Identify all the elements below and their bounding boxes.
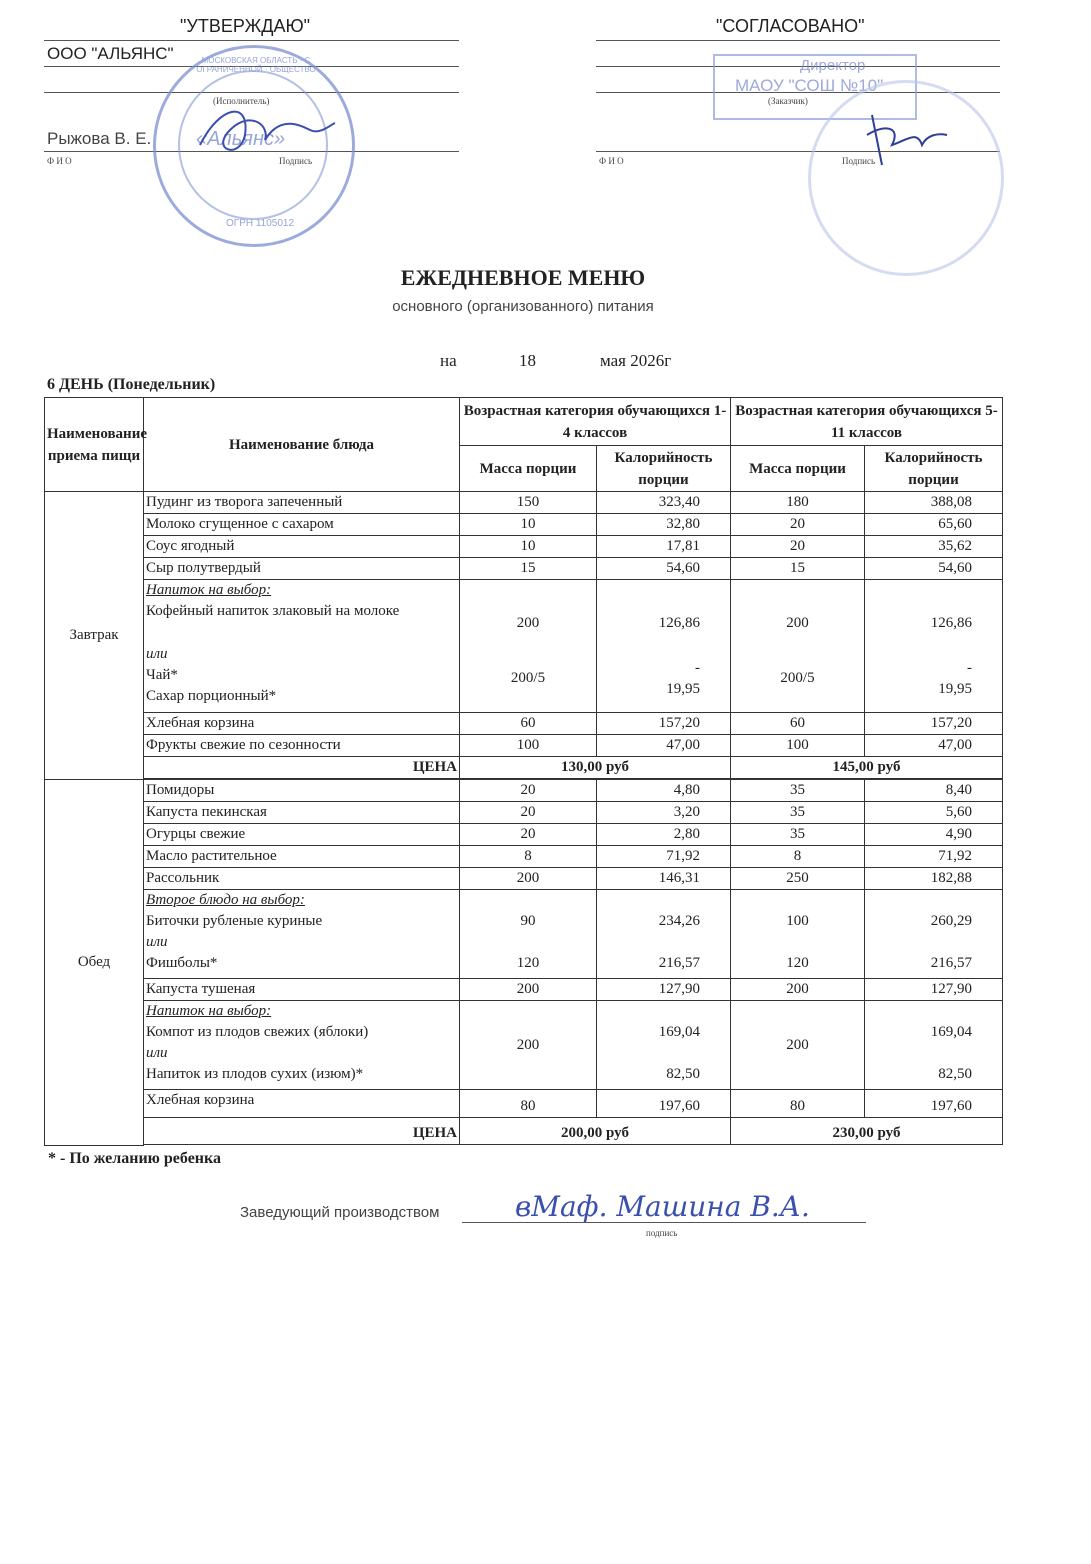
kcal-value: 126,86 <box>930 615 973 631</box>
mass-cell: 200 <box>731 979 865 1001</box>
mass-cell: 60 <box>731 713 865 735</box>
mass-value: 200 <box>516 615 540 631</box>
kcal-cell: 54,60 <box>865 558 1003 580</box>
mass-cell: 10 <box>460 514 597 536</box>
mass-cell <box>731 580 865 713</box>
kcal-cell: 32,80 <box>597 514 731 536</box>
mass-cell: 80 <box>731 1090 865 1118</box>
kcal-cell <box>597 1001 731 1090</box>
dish-cell: Хлебная корзина <box>144 713 460 735</box>
header-dish: Наименование блюда <box>144 398 460 492</box>
executor-name: Рыжова В. Е. <box>47 129 152 148</box>
table-row <box>45 780 1003 802</box>
mass-cell: 20 <box>460 780 597 802</box>
dish-cell: Капуста тушеная <box>144 979 460 1001</box>
mass-value: 120 <box>516 955 540 971</box>
menu-table <box>44 397 1003 1146</box>
mass-value: 200 <box>786 615 809 631</box>
mass-cell: 15 <box>460 558 597 580</box>
approve-title: "УТВЕРЖДАЮ" <box>180 16 311 36</box>
customer-caption: (Заказчик) <box>768 96 808 106</box>
kcal-cell: 4,90 <box>865 824 1003 846</box>
drink-option-3: Сахар порционный* <box>146 688 277 704</box>
mass-cell: 35 <box>731 824 865 846</box>
stamp-left-ring: МОСКОВСКАЯ ОБЛАСТЬ · С ОГРАНИЧЕННОЙ · ОБЩЕСТВО <box>196 56 316 74</box>
mass-cell: 80 <box>460 1090 597 1118</box>
kcal-cell: 127,90 <box>597 979 731 1001</box>
stamp-right-line1: Директор <box>800 57 866 74</box>
dish-cell: Сыр полутвердый <box>144 558 460 580</box>
dish-cell: Молоко сгущенное с сахаром <box>144 514 460 536</box>
kcal-cell: 65,60 <box>865 514 1003 536</box>
table-row-second-choice <box>45 890 1003 979</box>
stamp-left-bottom: ОГРН 1105012 <box>226 218 295 229</box>
mass-cell <box>460 890 597 979</box>
dish-cell: Капуста пекинская <box>144 802 460 824</box>
kcal-cell: 197,60 <box>597 1090 731 1118</box>
kcal-value: 260,29 <box>930 913 973 929</box>
kcal-cell: 54,60 <box>597 558 731 580</box>
page-title: ЕЖЕДНЕВНОЕ МЕНЮ <box>400 265 646 290</box>
second-choice-cell <box>144 890 460 979</box>
kcal-cell <box>865 1001 1003 1090</box>
kcal-cell <box>865 890 1003 979</box>
mass-cell: 100 <box>731 735 865 757</box>
drink-option-1: Кофейный напиток злаковый на молоке <box>146 603 400 619</box>
lunch-drink-option-1: Компот из плодов свежих (яблоки) <box>146 1024 369 1040</box>
kcal-cell: 17,81 <box>597 536 731 558</box>
kcal-cell: 47,00 <box>865 735 1003 757</box>
price-row <box>45 757 1003 779</box>
mass-cell: 10 <box>460 536 597 558</box>
kcal-cell <box>597 890 731 979</box>
customer-signature <box>862 105 952 175</box>
mass-cell: 35 <box>731 802 865 824</box>
header-mass-2: Масса порции <box>731 446 865 492</box>
left-fio-caption: Ф И О <box>47 156 72 166</box>
org-name: ООО "АЛЬЯНС" <box>47 44 174 63</box>
mass-cell: 20 <box>731 536 865 558</box>
stamp-right-line2: МАОУ "СОШ №10" <box>735 76 884 95</box>
price-group1: 130,00 руб <box>460 757 731 779</box>
price-label: ЦЕНА <box>144 757 460 779</box>
drink-option-2: Чай* <box>146 667 178 683</box>
header-mass-1: Масса порции <box>460 446 597 492</box>
executor-signature <box>190 95 340 165</box>
mass-cell: 8 <box>731 846 865 868</box>
table-row <box>45 514 1003 536</box>
footnote: * - По желанию ребенка <box>48 1150 221 1167</box>
kcal-cell: 388,08 <box>865 492 1003 514</box>
page-subtitle: основного (организованного) питания <box>392 298 654 315</box>
kcal-cell: 5,60 <box>865 802 1003 824</box>
table-row <box>45 979 1003 1001</box>
kcal-dash: - <box>967 660 973 676</box>
footer-signature: вМаф. Машина В.А. <box>515 1190 810 1223</box>
header-group2: Возрастная категория обучающихся 5-11 классов <box>731 398 1003 446</box>
kcal-value: 82,50 <box>666 1066 700 1082</box>
dish-cell: Фрукты свежие по сезонности <box>144 735 460 757</box>
kcal-cell: 323,40 <box>597 492 731 514</box>
header-kcal-2: Калорийность порции <box>865 446 1003 492</box>
drink-choice-cell <box>144 580 460 713</box>
table-row <box>45 824 1003 846</box>
price-group2: 145,00 руб <box>731 757 1003 779</box>
second-option-1: Биточки рубленые куриные <box>146 913 323 929</box>
footer-role: Заведующий производством <box>240 1204 440 1221</box>
mass-cell: 200 <box>460 868 597 890</box>
mass-value: 200/5 <box>510 670 546 686</box>
table-row <box>45 1090 1003 1118</box>
kcal-value: 234,26 <box>658 913 700 929</box>
mass-cell: 200 <box>731 1001 865 1090</box>
footer-sign-caption: подпись <box>646 1228 678 1238</box>
price-label: ЦЕНА <box>144 1118 460 1145</box>
mass-cell <box>460 580 597 713</box>
second-choice-label: Второе блюдо на выбор: <box>146 892 305 908</box>
table-row <box>45 802 1003 824</box>
mass-value: 90 <box>520 913 536 929</box>
stamp-left-center: «Альянс» <box>196 128 286 150</box>
lunch-drink-or: или <box>146 1045 168 1061</box>
mass-cell: 8 <box>460 846 597 868</box>
mass-value: 200/5 <box>780 670 815 686</box>
mass-cell <box>731 890 865 979</box>
date-day: 18 <box>519 351 536 370</box>
kcal-cell: 3,20 <box>597 802 731 824</box>
kcal-value: 216,57 <box>930 955 973 971</box>
table-row-drink-choice <box>45 580 1003 713</box>
table-row <box>45 713 1003 735</box>
kcal-cell <box>865 580 1003 713</box>
kcal-cell: 146,31 <box>597 868 731 890</box>
agree-title: "СОГЛАСОВАНО" <box>716 16 865 36</box>
kcal-cell: 2,80 <box>597 824 731 846</box>
price-group1: 200,00 руб <box>460 1118 731 1145</box>
dish-cell: Хлебная корзина <box>144 1090 460 1118</box>
table-row <box>45 558 1003 580</box>
header-group1: Возрастная категория обучающихся 1-4 классов <box>460 398 731 446</box>
mass-cell: 200 <box>460 979 597 1001</box>
kcal-cell: 197,60 <box>865 1090 1003 1118</box>
mass-cell: 100 <box>460 735 597 757</box>
price-group2: 230,00 руб <box>731 1118 1003 1145</box>
dish-cell: Помидоры <box>144 780 460 802</box>
kcal-cell: 71,92 <box>865 846 1003 868</box>
kcal-cell: 8,40 <box>865 780 1003 802</box>
drink-choice-label: Напиток на выбор: <box>146 582 272 598</box>
kcal-value: 216,57 <box>658 955 700 971</box>
kcal-cell: 157,20 <box>865 713 1003 735</box>
price-row <box>45 1118 1003 1145</box>
table-row-drink-choice <box>45 1001 1003 1090</box>
table-row <box>45 536 1003 558</box>
kcal-value: 19,95 <box>938 681 973 697</box>
date-prefix: на <box>440 351 457 370</box>
mass-cell: 35 <box>731 780 865 802</box>
right-sign-caption: Подпись <box>842 156 876 166</box>
table-row <box>45 735 1003 757</box>
lunch-drink-cell <box>144 1001 460 1090</box>
table-row <box>45 868 1003 890</box>
left-sign-caption: Подпись <box>279 156 313 166</box>
kcal-cell: 127,90 <box>865 979 1003 1001</box>
mass-cell: 250 <box>731 868 865 890</box>
kcal-cell: 35,62 <box>865 536 1003 558</box>
table-row <box>45 846 1003 868</box>
kcal-value: 126,86 <box>658 615 700 631</box>
meal-breakfast: Завтрак <box>45 492 144 780</box>
kcal-dash: - <box>695 660 700 676</box>
right-fio-caption: Ф И О <box>599 156 624 166</box>
kcal-cell: 71,92 <box>597 846 731 868</box>
kcal-value: 169,04 <box>658 1024 700 1040</box>
mass-cell: 20 <box>460 802 597 824</box>
mass-cell: 60 <box>460 713 597 735</box>
lunch-drink-option-2: Напиток из плодов сухих (изюм)* <box>146 1066 364 1082</box>
kcal-value: 169,04 <box>930 1024 973 1040</box>
mass-value: 100 <box>786 913 809 929</box>
executor-caption: (Исполнитель) <box>213 96 270 106</box>
dish-cell: Масло растительное <box>144 846 460 868</box>
day-label: 6 ДЕНЬ (Понедельник) <box>47 376 216 393</box>
mass-cell: 15 <box>731 558 865 580</box>
mass-cell: 150 <box>460 492 597 514</box>
mass-cell: 200 <box>460 1001 597 1090</box>
date-month-year: мая 2026г <box>600 351 672 370</box>
dish-cell: Пудинг из творога запеченный <box>144 492 460 514</box>
header-kcal-1: Калорийность порции <box>597 446 731 492</box>
header-meal: Наименование приема пищи <box>45 398 144 492</box>
drink-or: или <box>146 646 168 662</box>
kcal-cell: 182,88 <box>865 868 1003 890</box>
dish-cell: Соус ягодный <box>144 536 460 558</box>
mass-cell: 180 <box>731 492 865 514</box>
kcal-cell: 47,00 <box>597 735 731 757</box>
second-option-2: Фишболы* <box>146 955 218 971</box>
kcal-cell <box>597 580 731 713</box>
mass-cell: 20 <box>460 824 597 846</box>
mass-cell: 20 <box>731 514 865 536</box>
dish-cell: Рассольник <box>144 868 460 890</box>
second-or: или <box>146 934 168 950</box>
kcal-cell: 4,80 <box>597 780 731 802</box>
table-row <box>45 492 1003 514</box>
mass-value: 120 <box>786 955 809 971</box>
kcal-value: 19,95 <box>666 681 700 697</box>
kcal-cell: 157,20 <box>597 713 731 735</box>
kcal-value: 82,50 <box>938 1066 973 1082</box>
dish-cell: Огурцы свежие <box>144 824 460 846</box>
meal-lunch: Обед <box>45 780 144 1146</box>
lunch-drink-choice-label: Напиток на выбор: <box>146 1003 272 1019</box>
